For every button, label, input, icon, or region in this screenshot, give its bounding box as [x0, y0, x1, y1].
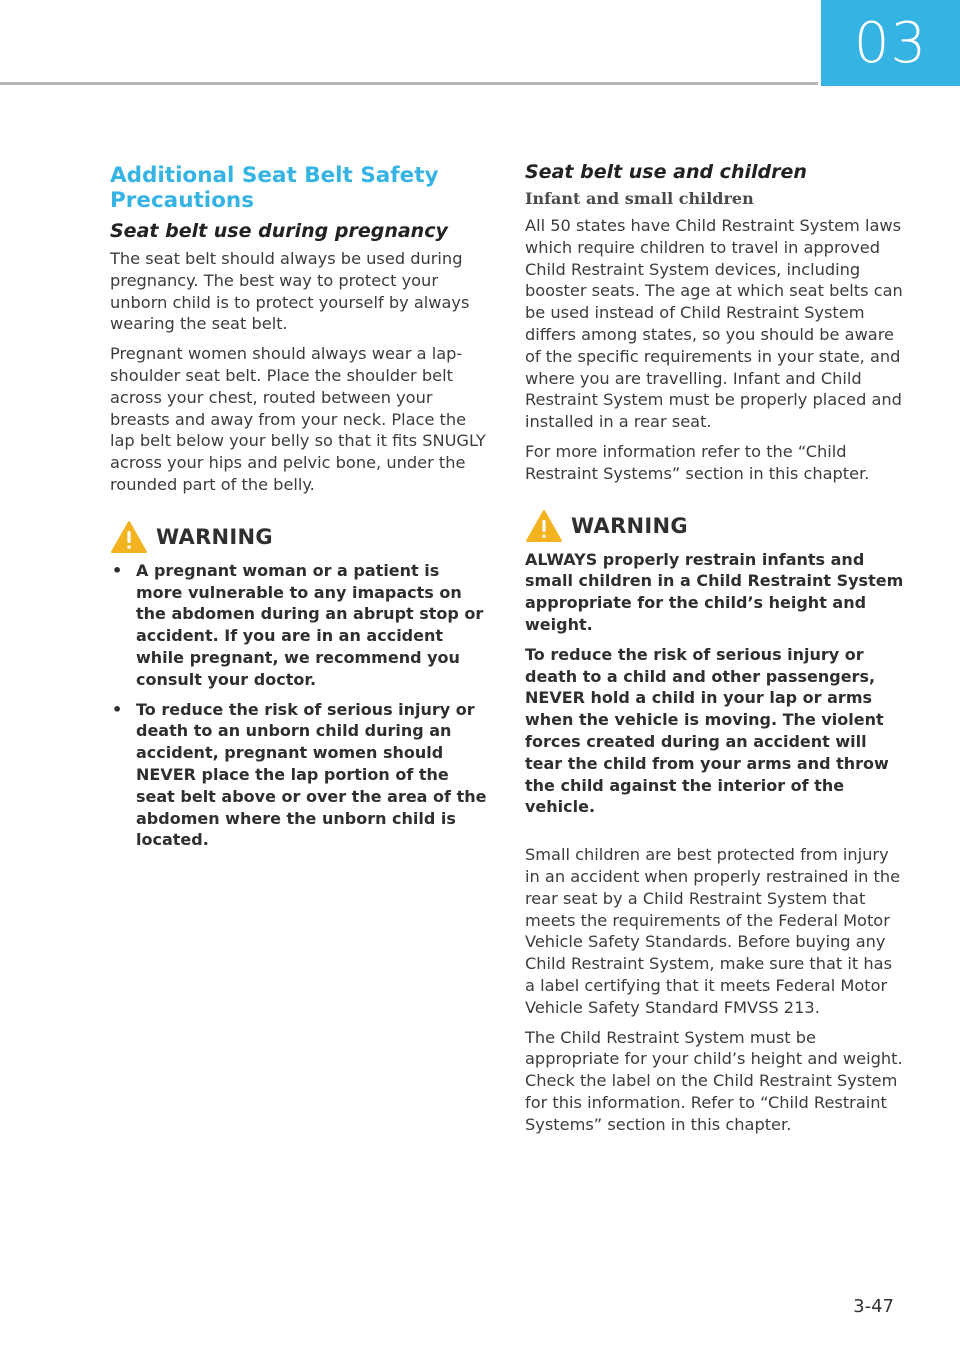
warning-triangle-icon: [525, 509, 563, 543]
warning-item-text: A pregnant woman or a patient is more vulnerable to any imapacts on the abdomen during an abrupt stop or accident. If you are in an accident while pregnant, we recommend you consult your doctor.: [136, 560, 484, 689]
children-warning-paragraph-2: To reduce the risk of serious injury or death to a child and other passengers, NEVER hold a child in your lap or arms when the vehicle is moving. The violent forces created during an accident will tear the child from your arms and throw the child against the interior of the vehicle.: [525, 644, 889, 817]
children-after-paragraph-1: Small children are best protected from injury in an accident when properly restrained in the rear seat by a Child Restraint System that meets the requirements of the Federal Motor Vehicle Safety Standards. Before buying any Child Restraint System, make sure that it has a label certifying that it meets Federal Motor Vehicle Safety Standard FMVSS 213.: [525, 845, 901, 1017]
section-title: Additional Seat Belt Safety Precautions: [110, 163, 439, 213]
pregnancy-warning-header: [110, 520, 488, 554]
children-subheading: Seat belt use and children: [525, 161, 807, 183]
chapter-number: 03: [853, 10, 928, 76]
bullet: •: [112, 560, 123, 580]
warning-title: WARNING: [156, 524, 273, 549]
right-column: [525, 160, 905, 1135]
children-paragraph-2: For more information refer to the “Child Restraint Systems” section in this chapter.: [525, 441, 870, 483]
header-rule: [0, 82, 818, 85]
infant-minor-heading: Infant and small children: [525, 189, 754, 208]
left-column: [110, 160, 488, 859]
pregnancy-paragraph-2: Pregnant women should always wear a lap-shoulder seat belt. Place the shoulder belt across your chest, routed between your breasts and away from your neck. Place the lap belt below your belly so that it fits SNUGLY across your hips and pelvic bone, under the rounded part of the belly.: [110, 344, 486, 494]
pregnancy-warning-list: [110, 560, 488, 851]
chapter-tab: [821, 0, 960, 86]
warning-title: WARNING: [571, 513, 688, 538]
pregnancy-paragraph-1: The seat belt should always be used during pregnancy. The best way to protect your unborn child is to protect yourself by always wearing the seat belt.: [110, 249, 470, 334]
page-number: 3-47: [853, 1296, 894, 1317]
warning-item-text: To reduce the risk of serious injury or death to an unborn child during an accident, pregnant women should NEVER place the lap portion of the seat belt above or over the area of the abdomen where the unborn child is located.: [136, 699, 487, 850]
children-after-paragraph-2: The Child Restraint System must be appropriate for your child’s height and weight. Check the label on the Child Restraint System for this information. Refer to “Child Restraint Systems” section in this chapter.: [525, 1027, 903, 1134]
children-warning-header: [525, 509, 905, 543]
children-paragraph-1: All 50 states have Child Restraint System laws which require children to travel in approved Child Restraint System devices, including booster seats. The age at which seat belts can be used instead of Child Restraint System differs among states, so you should be aware of the specific requirements in your state, and where you are travelling. Infant and Child Restraint System must be properly placed and installed in a rear seat.: [525, 216, 903, 432]
warning-list-item: [110, 699, 488, 852]
bullet: •: [112, 699, 123, 719]
pregnancy-subheading: Seat belt use during pregnancy: [110, 220, 448, 242]
warning-list-item: [110, 560, 488, 691]
warning-triangle-icon: [110, 520, 148, 554]
children-warning-paragraph-1: ALWAYS properly restrain infants and small children in a Child Restraint System appropriate for the child’s height and weight.: [525, 549, 904, 634]
